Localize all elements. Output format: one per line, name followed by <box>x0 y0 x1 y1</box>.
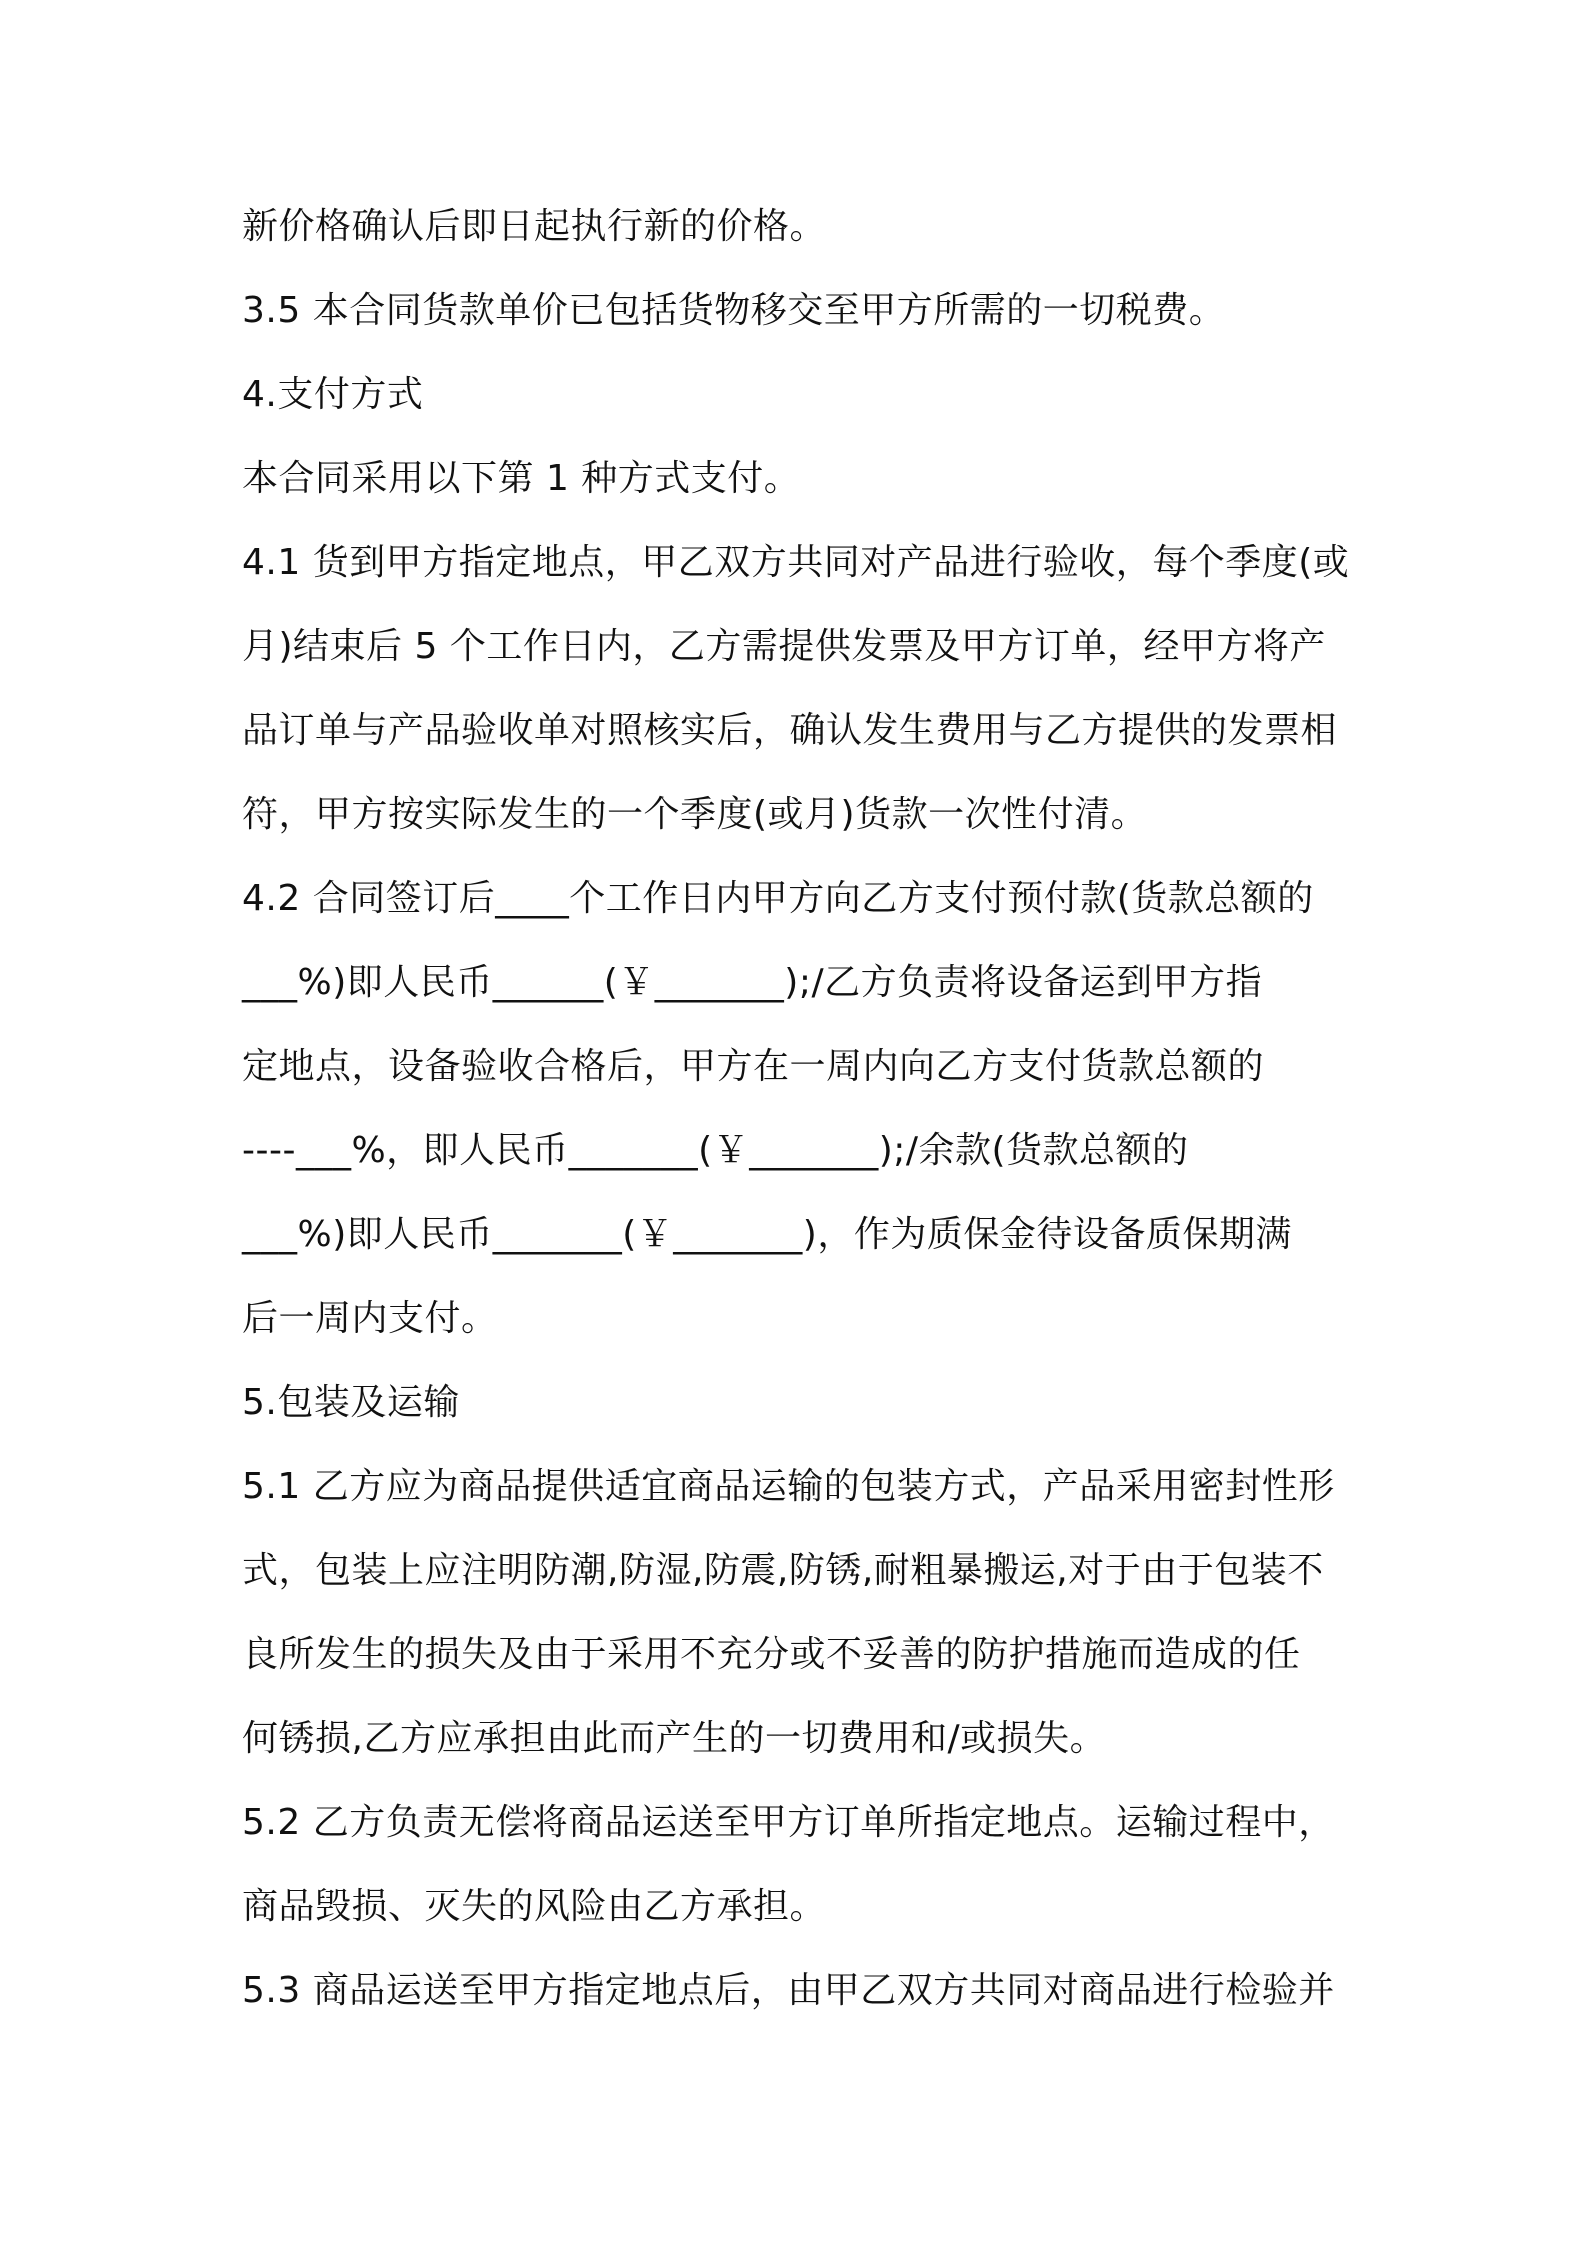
text-line: ----___%，即人民币_______(￥_______);/余款(货款总额的 <box>242 1130 1189 1171</box>
text-line: 5.2 乙方负责无偿将商品运送至甲方订单所指定地点。运输过程中， <box>242 1802 1335 1843</box>
text-line: ___%)即人民币______(￥_______);/乙方负责将设备运到甲方指 <box>242 962 1263 1003</box>
section-heading: 5.包装及运输 <box>242 1382 460 1423</box>
text-line: 本合同采用以下第 1 种方式支付。 <box>242 458 801 499</box>
text-line: 3.5 本合同货款单价已包括货物移交至甲方所需的一切税费。 <box>242 290 1226 331</box>
text-line: 定地点，设备验收合格后，甲方在一周内向乙方支付货款总额的 <box>242 1046 1265 1087</box>
text-line: 良所发生的损失及由于采用不充分或不妥善的防护措施而造成的任 <box>242 1634 1301 1675</box>
text-line: 4.1 货到甲方指定地点，甲乙双方共同对产品进行验收，每个季度(或 <box>242 542 1350 583</box>
text-line: 月)结束后 5 个工作日内，乙方需提供发票及甲方订单，经甲方将产 <box>242 626 1326 667</box>
text-line: 品订单与产品验收单对照核实后，确认发生费用与乙方提供的发票相 <box>242 710 1338 751</box>
section-heading: 4.支付方式 <box>242 374 424 415</box>
text-line: 式，包装上应注明防潮,防湿,防震,防锈,耐粗暴搬运,对于由于包装不 <box>242 1550 1324 1591</box>
text-line: 5.3 商品运送至甲方指定地点后，由甲乙双方共同对商品进行检验并 <box>242 1970 1335 2011</box>
text-line: 何锈损,乙方应承担由此而产生的一切费用和/或损失。 <box>242 1718 1107 1759</box>
text-line: 符，甲方按实际发生的一个季度(或月)货款一次性付清。 <box>242 794 1148 835</box>
text-line: 后一周内支付。 <box>242 1298 498 1339</box>
text-line: 商品毁损、灭失的风险由乙方承担。 <box>242 1886 827 1927</box>
text-line: ___%)即人民币_______(￥_______)，作为质保金待设备质保期满 <box>242 1214 1292 1255</box>
text-line: 4.2 合同签订后____个工作日内甲方向乙方支付预付款(货款总额的 <box>242 878 1314 919</box>
text-line: 5.1 乙方应为商品提供适宜商品运输的包装方式，产品采用密封性形 <box>242 1466 1335 1507</box>
text-line: 新价格确认后即日起执行新的价格。 <box>242 206 827 247</box>
